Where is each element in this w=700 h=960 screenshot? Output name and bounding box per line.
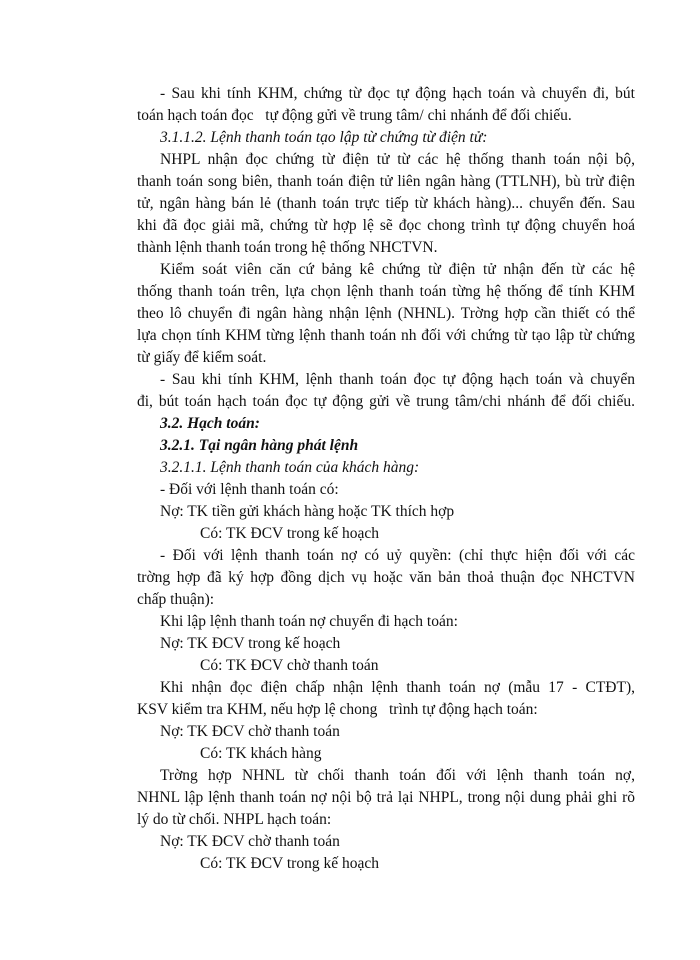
- paragraph-line-4: NHPL nhận đọc chứng từ điện tử từ các hệ thống thanh toán nội bộ,: [160, 151, 635, 168]
- entry-debit-line-2: Nợ: TK ĐCV trong kế hoạch: [160, 635, 341, 652]
- paragraph-line-22: - Đối với lệnh thanh toán nợ có uỷ quyền: (chỉ thực hiện đối với các: [160, 547, 635, 564]
- entry-credit-line-2: Có: TK ĐCV chờ thanh toán: [200, 657, 379, 674]
- paragraph-line-33: NHNL lập lệnh thanh toán nợ nội bộ trả lại NHPL, trong nội dung phải ghi rõ: [137, 789, 635, 806]
- paragraph-line-8: thành lệnh thanh toán trong hệ thống NHCTVN.: [137, 239, 438, 256]
- section-heading-3-1-1-2: 3.1.1.2. Lệnh thanh toán tạo lập từ chứng từ điện tử:: [160, 129, 488, 146]
- paragraph-line-19: - Đối với lệnh thanh toán có:: [160, 481, 339, 498]
- section-heading-3-2-1-1: 3.2.1.1. Lệnh thanh toán của khách hàng:: [160, 459, 420, 476]
- entry-credit-line-3: Có: TK khách hàng: [200, 745, 322, 762]
- paragraph-line-25: Khi lập lệnh thanh toán nợ chuyển đi hạch toán:: [160, 613, 458, 630]
- section-heading-3-2: 3.2. Hạch toán:: [160, 415, 260, 432]
- paragraph-line-6: tử, ngân hàng bán lẻ (thanh toán trực tiếp từ khách hàng)... chuyển đến. Sau: [137, 195, 635, 212]
- paragraph-line-9: Kiểm soát viên căn cứ bảng kê chứng từ điện tử nhận đến từ các hệ: [160, 261, 635, 278]
- entry-debit-line-1: Nợ: TK tiền gửi khách hàng hoặc TK thích hợp: [160, 503, 455, 520]
- paragraph-line-7: khi đã đọc giải mã, chứng từ hợp lệ sẽ đọc chong trình tự động chuyển hoá: [137, 217, 635, 234]
- entry-debit-line-3: Nợ: TK ĐCV chờ thanh toán: [160, 723, 340, 740]
- paragraph-line-1: - Sau khi tính KHM, chứng từ đọc tự động hạch toán và chuyển đi, bút: [160, 85, 635, 102]
- paragraph-line-12: lựa chọn tính KHM từng lệnh thanh toán nh đối với chứng từ tạo lập từ chứng: [137, 327, 635, 344]
- paragraph-line-32: Trờng hợp NHNL từ chối thanh toán đối với lệnh thanh toán nợ,: [160, 767, 635, 784]
- paragraph-line-34: lý do từ chối. NHPL hạch toán:: [137, 811, 332, 828]
- entry-debit-line-4: Nợ: TK ĐCV chờ thanh toán: [160, 833, 340, 850]
- paragraph-line-29: KSV kiểm tra KHM, nếu hợp lệ chong trình tự động hạch toán:: [137, 701, 538, 718]
- paragraph-line-24: chấp thuận):: [137, 591, 215, 608]
- paragraph-line-14: - Sau khi tính KHM, lệnh thanh toán đọc tự động hạch toán và chuyển: [160, 371, 635, 388]
- paragraph-line-5: thanh toán song biên, thanh toán điện tử liên ngân hàng (TTLNH), bù trừ điện: [137, 173, 635, 190]
- section-heading-3-2-1: 3.2.1. Tại ngân hàng phát lệnh: [160, 437, 359, 454]
- paragraph-line-15: đi, bút toán hạch toán đọc tự động gửi về trung tâm/chi nhánh để đối chiếu.: [137, 393, 635, 410]
- paragraph-line-10: thống thanh toán trên, lựa chọn lệnh thanh toán từng hệ thống để tính KHM: [137, 283, 635, 300]
- paragraph-line-11: theo lô chuyển đi ngân hàng nhận lệnh (NHNL). Trờng hợp cần thiết có thể: [137, 305, 635, 322]
- entry-credit-line-4: Có: TK ĐCV trong kế hoạch: [200, 855, 379, 872]
- paragraph-line-28: Khi nhận đọc điện chấp nhận lệnh thanh toán nợ (mẫu 17 - CTĐT),: [160, 679, 635, 696]
- paragraph-line-23: trờng hợp đã ký hợp đồng dịch vụ hoặc văn bản thoả thuận đọc NHCTVN: [137, 569, 635, 586]
- paragraph-line-2: toán hạch toán đọc tự động gửi về trung tâm/ chi nhánh để đối chiếu.: [137, 107, 572, 124]
- paragraph-line-13: từ giấy để kiểm soát.: [137, 349, 267, 366]
- entry-credit-line-1: Có: TK ĐCV trong kế hoạch: [200, 525, 379, 542]
